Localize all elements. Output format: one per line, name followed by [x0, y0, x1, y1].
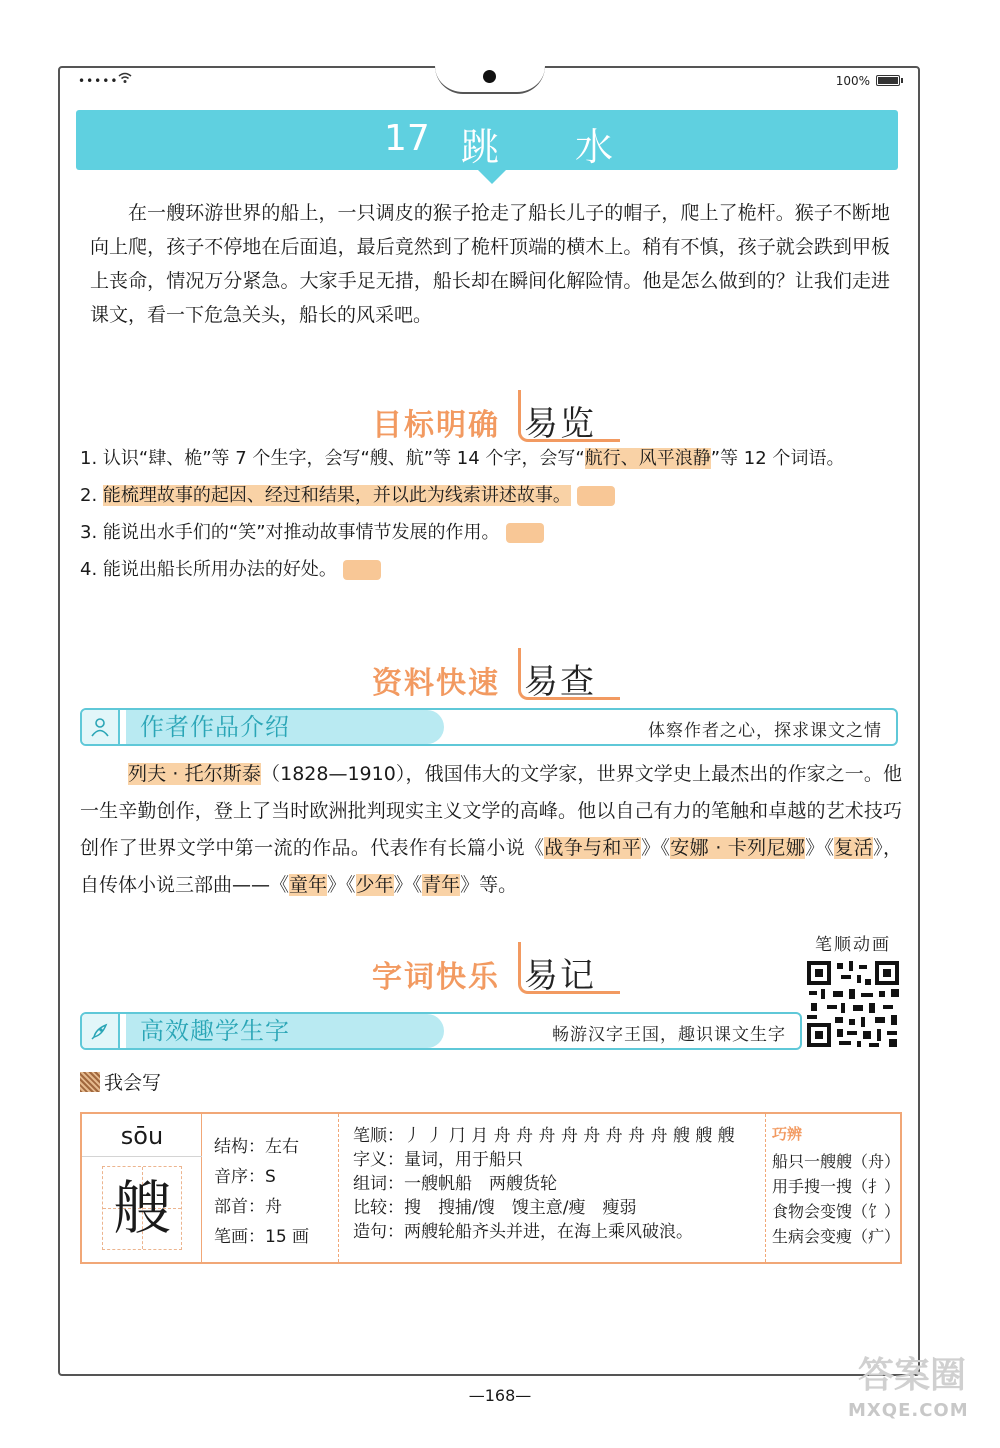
- lesson-intro: 在一艘环游世界的船上，一只调皮的猴子抢走了船长儿子的帽子，爬上了桅杆。猴子不断地向上爬，孩子不停地在后面追，最后竟然到了桅杆顶端的横木上。稍有不慎，孩子就会跌到甲板上丧命，情况万分紧急。大家手足无措，船长却在瞬间化解险情。他是怎么做到的？让我们走进课文，看一下危急关头，船长的风采吧。: [90, 202, 890, 326]
- work-title: 复活: [834, 837, 874, 859]
- pattern-icon: [80, 1072, 100, 1092]
- char-compare: 比较：搜 搜捕/馊 馊主意/瘦 瘦弱: [353, 1198, 637, 1218]
- work-title: 青年: [422, 874, 461, 896]
- char-words: 组词：一艘帆船 两艘货轮: [353, 1174, 557, 1194]
- character-card: [80, 1112, 902, 1264]
- author-intro-text: 列夫 · 托尔斯泰（1828—1910），俄国伟大的文学家，世界文学史上最杰出的作家之一。他一生辛勤创作，登上了当时欧洲批判现实主义文学的高峰。他以自己有力的笔触和卓越的艺术技巧创作了世界文学中第一流的作品。代表作有长篇小说《战争与和平》《安娜 · 卡列尼娜》《复活》，自传体小说三部曲——《童年》《少年》《青年》等。: [80, 763, 902, 896]
- char-glyph: 艘: [112, 1174, 171, 1242]
- signal-icon: •••••: [78, 74, 119, 88]
- tips-title: 巧辨: [772, 1125, 803, 1143]
- qr-code-icon: [805, 959, 901, 1049]
- tip-item: 用手搜一搜（扌）: [772, 1177, 901, 1196]
- band-motto: 体察作者之心，探求课文之情: [648, 721, 882, 741]
- stroke-order: 笔顺：丿 丿 ⺆ 月 舟 舟 舟 舟 舟 舟 舟 舟 艘 艘 艘: [353, 1126, 735, 1146]
- highlighted-goal: 能梳理故事的起因、经过和结果，并以此为线索讲述故事。: [102, 485, 571, 506]
- camera-icon: [483, 70, 496, 83]
- band-title: 作者作品介绍: [126, 710, 444, 744]
- qr-code-block[interactable]: [805, 930, 901, 1049]
- goal-tag: [506, 523, 544, 543]
- tip-item: 食物会变馊（饣）: [772, 1202, 901, 1221]
- rocket-icon: [82, 1014, 120, 1048]
- person-icon: [82, 710, 120, 744]
- goal-item: 2. 能梳理故事的起因、经过和结果，并以此为线索讲述故事。: [80, 477, 910, 514]
- goal-tag: [577, 486, 615, 506]
- i-can-write-label: 我会写: [80, 1068, 161, 1095]
- author-name: 列夫 · 托尔斯泰: [128, 763, 262, 785]
- section-words-heading: [372, 942, 632, 998]
- lesson-number: 17: [384, 118, 430, 159]
- section-highlight: 易览: [524, 404, 596, 444]
- goal-item: 4. 能说出船长所用办法的好处。: [80, 551, 910, 588]
- section-goals-heading: [372, 390, 632, 446]
- char-pinyin: sōu: [82, 1122, 202, 1157]
- char-strokes: 笔画：15 画: [214, 1227, 310, 1247]
- section-highlight: 易记: [524, 956, 596, 996]
- section-highlight: 易查: [524, 662, 596, 702]
- char-facts: [214, 1132, 309, 1252]
- qr-label: 笔顺动画: [815, 935, 891, 955]
- tablet-frame: [58, 66, 920, 1376]
- char-learning-band: [80, 1012, 802, 1050]
- work-title: 少年: [355, 874, 394, 896]
- band-motto: 畅游汉字王国，趣识课文生字: [552, 1025, 786, 1045]
- char-tips: [766, 1114, 900, 1249]
- band-title: 高效趣学生字: [126, 1014, 444, 1048]
- work-title: 战争与和平: [544, 837, 642, 859]
- section-title: 字词快乐: [372, 960, 500, 995]
- work-title: 安娜 · 卡列尼娜: [670, 837, 806, 859]
- highlighted-words: 航行、风平浪静: [584, 448, 711, 469]
- page-number: —168—: [468, 1386, 532, 1405]
- char-order: 音序：S: [214, 1167, 276, 1187]
- tip-item: 船只一艘艘（舟）: [772, 1152, 901, 1171]
- section-info-heading: [372, 648, 632, 704]
- section-title: 目标明确: [372, 408, 500, 443]
- watermark-logo: 答案圈: [858, 1355, 967, 1396]
- work-title: 童年: [289, 874, 328, 896]
- watermark-url: MXQE.COM: [848, 1400, 969, 1421]
- char-radical: 部首：舟: [214, 1197, 282, 1217]
- goal-tag: [343, 560, 381, 580]
- goals-list: [80, 440, 910, 588]
- char-meaning: 字义：量词，用于船只: [353, 1150, 523, 1170]
- author-intro-band: [80, 708, 898, 746]
- tip-item: 生病会变瘦（疒）: [772, 1227, 901, 1246]
- char-details: [338, 1114, 766, 1262]
- char-sentence: 造句：两艘轮船齐头并进，在海上乘风破浪。: [353, 1222, 693, 1242]
- lesson-title: 跳水: [461, 125, 690, 169]
- battery-percent: 100%: [835, 74, 870, 88]
- section-title: 资料快速: [372, 666, 500, 701]
- battery-icon: [876, 75, 900, 86]
- lesson-title-bar: [76, 110, 898, 170]
- char-structure: 结构：左右: [214, 1137, 299, 1157]
- goal-item: 1. 认识“肆、桅”等 7 个生字，会写“艘、航”等 14 个字，会写“航行、风平浪静”等 12 个词语。: [80, 448, 845, 469]
- wifi-icon: [118, 72, 132, 87]
- char-display: [82, 1114, 202, 1262]
- goal-item: 3. 能说出水手们的“笑”对推动故事情节发展的作用。: [80, 514, 910, 551]
